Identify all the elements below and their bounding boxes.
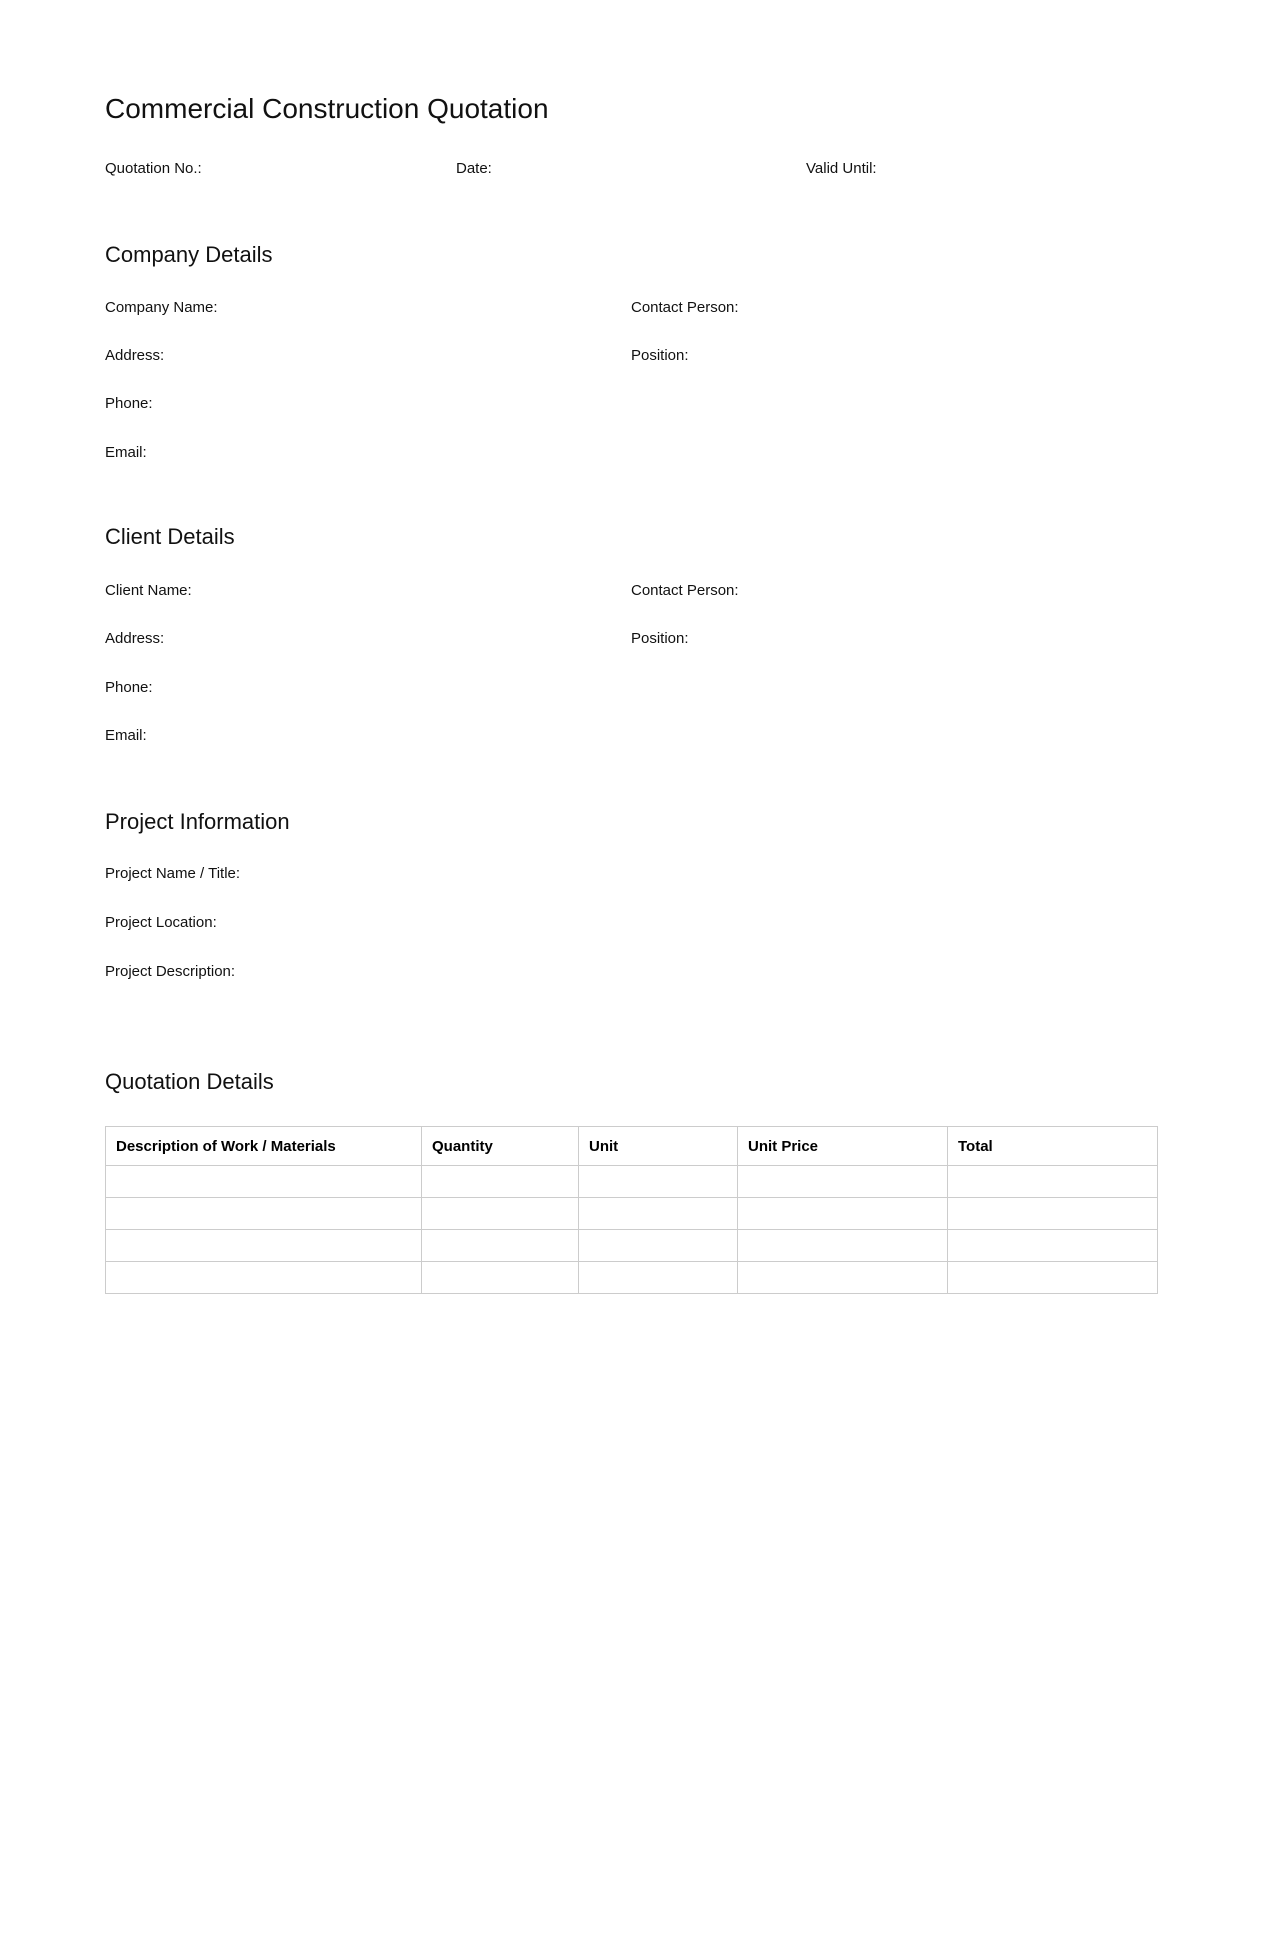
table-row (106, 1166, 1158, 1198)
cell-description[interactable] (106, 1166, 422, 1198)
client-phone-label: Phone: (105, 679, 153, 696)
column-header-unit: Unit (579, 1127, 738, 1166)
cell-quantity[interactable] (422, 1230, 579, 1262)
table-row (106, 1230, 1158, 1262)
company-name-label: Company Name: (105, 299, 218, 316)
project-name-label: Project Name / Title: (105, 865, 241, 882)
company-phone-label: Phone: (105, 395, 153, 412)
cell-unit[interactable] (579, 1262, 738, 1294)
company-position-label: Position: (631, 347, 689, 364)
column-header-total: Total (948, 1127, 1158, 1166)
valid-until-label: Valid Until: (806, 160, 877, 177)
cell-quantity[interactable] (422, 1198, 579, 1230)
table-row (106, 1262, 1158, 1294)
company-contact-person-label: Contact Person: (631, 299, 739, 316)
table-header-row (106, 1127, 1158, 1166)
cell-quantity[interactable] (422, 1166, 579, 1198)
client-address-label: Address: (105, 630, 165, 647)
project-information-heading: Project Information (105, 809, 290, 834)
cell-quantity[interactable] (422, 1262, 579, 1294)
client-details-heading: Client Details (105, 524, 235, 549)
page-title: Commercial Construction Quotation (105, 93, 549, 124)
cell-total[interactable] (948, 1262, 1158, 1294)
project-location-label: Project Location: (105, 914, 217, 931)
date-label: Date: (456, 160, 492, 177)
cell-unit-price[interactable] (738, 1262, 948, 1294)
column-header-description: Description of Work / Materials (106, 1127, 422, 1166)
column-header-unit-price: Unit Price (738, 1127, 948, 1166)
project-description-label: Project Description: (105, 963, 236, 980)
cell-unit-price[interactable] (738, 1198, 948, 1230)
company-details-heading: Company Details (105, 242, 273, 267)
client-name-label: Client Name: (105, 582, 192, 599)
cell-description[interactable] (106, 1262, 422, 1294)
cell-unit[interactable] (579, 1166, 738, 1198)
quotation-no-label: Quotation No.: (105, 160, 202, 177)
table-row (106, 1198, 1158, 1230)
client-position-label: Position: (631, 630, 689, 647)
cell-description[interactable] (106, 1230, 422, 1262)
cell-total[interactable] (948, 1198, 1158, 1230)
quotation-details-heading: Quotation Details (105, 1069, 274, 1094)
column-header-quantity: Quantity (422, 1127, 579, 1166)
cell-unit-price[interactable] (738, 1166, 948, 1198)
client-email-label: Email: (105, 727, 147, 744)
cell-total[interactable] (948, 1230, 1158, 1262)
cell-total[interactable] (948, 1166, 1158, 1198)
cell-unit[interactable] (579, 1198, 738, 1230)
client-contact-person-label: Contact Person: (631, 582, 739, 599)
cell-unit[interactable] (579, 1230, 738, 1262)
company-email-label: Email: (105, 444, 147, 461)
cell-unit-price[interactable] (738, 1230, 948, 1262)
cell-description[interactable] (106, 1198, 422, 1230)
company-address-label: Address: (105, 347, 165, 364)
quotation-table (105, 1126, 1158, 1294)
